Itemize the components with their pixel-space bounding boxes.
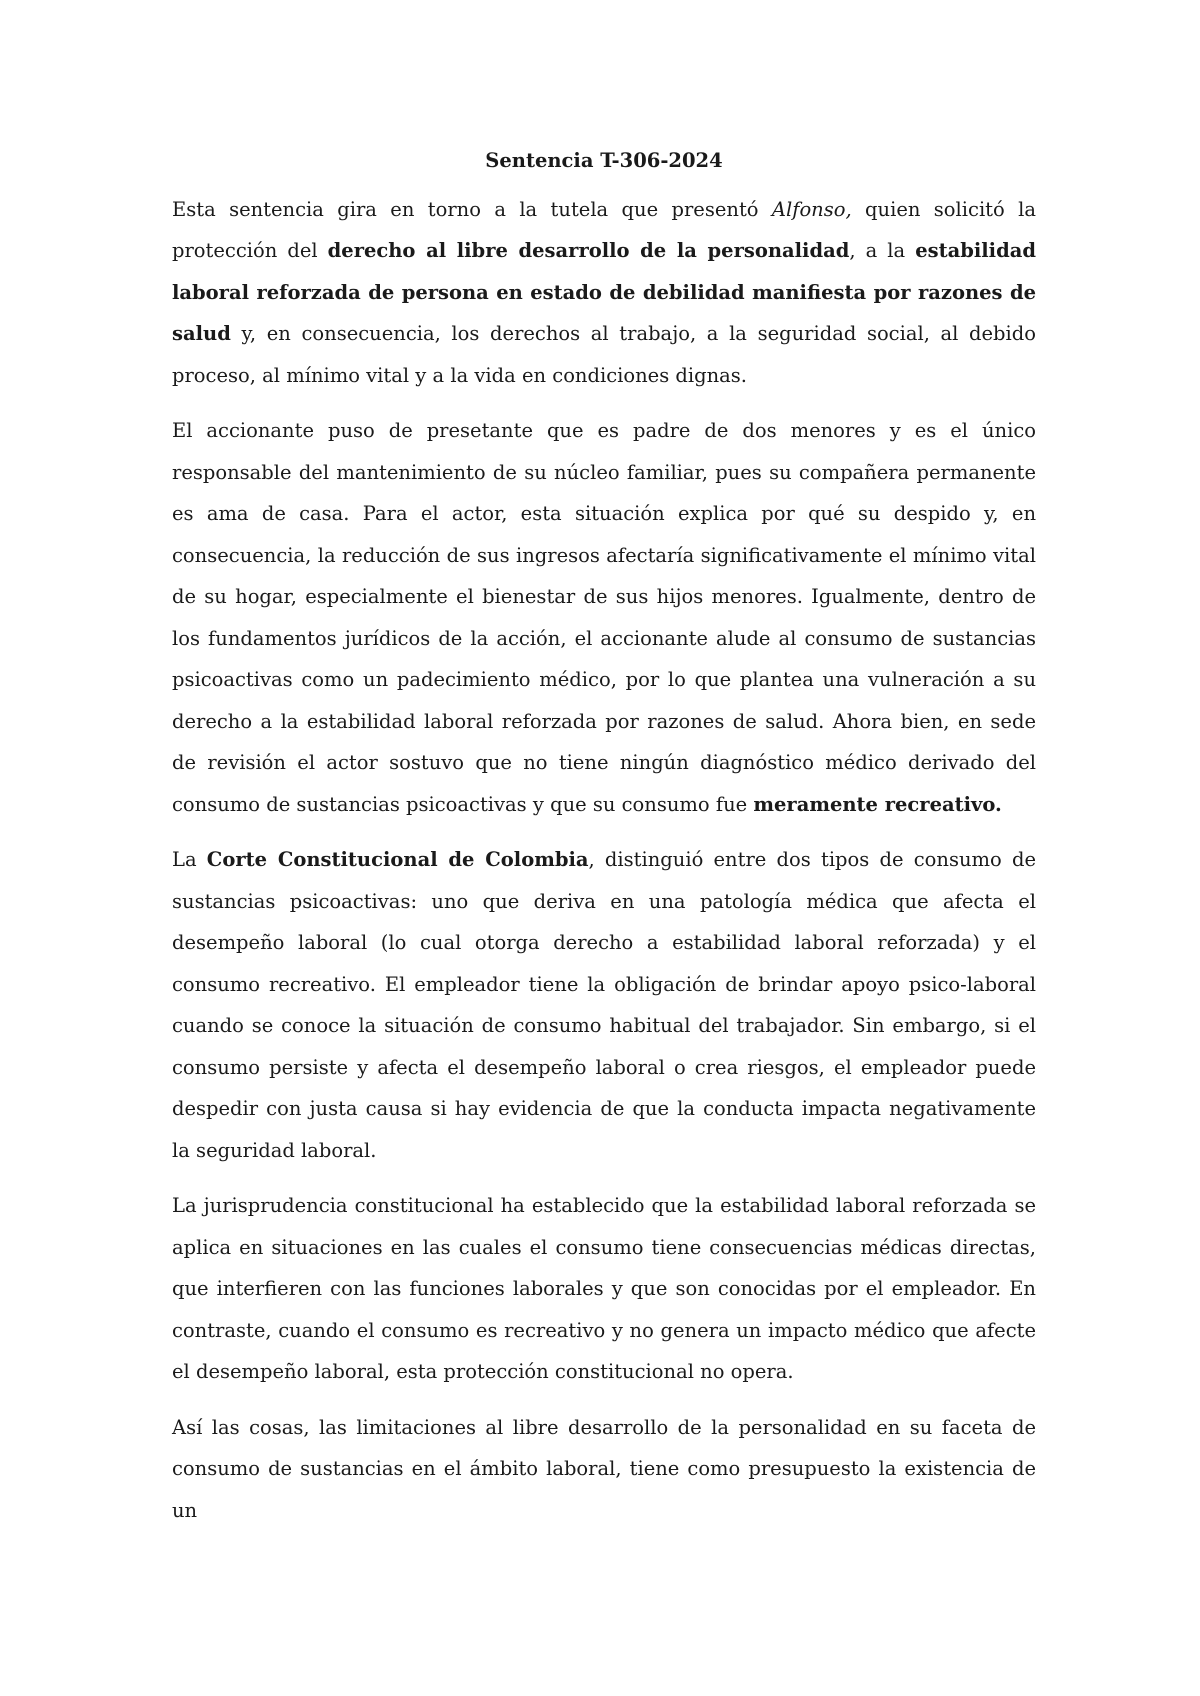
paragraph-2 [172,410,1036,825]
paragraph-1-text-a: Esta sentencia gira en torno a la tutela que presentó [172,197,772,221]
paragraph-1 [172,189,1036,397]
paragraph-1-text-c: quien solicitó la protección del [172,197,1036,262]
paragraph-5: Así las cosas, las limitaciones al libre desarrollo de la personalidad en su faceta de consumo de sustancias en el ámbito laboral, tiene como presupuesto la existencia de un [172,1415,1036,1522]
document-title: Sentencia T-306-2024 [485,149,723,172]
paragraph-1-party-name: Alfonso, [771,197,852,221]
paragraph-4: La jurisprudencia constitucional ha establecido que la estabilidad laboral reforzada se aplica en situaciones en las cuales el consumo tiene consecuencias médicas directas, que interfieren con las funciones laborales y que son conocidas por el empleador. En contraste, cuando el consumo es recreativo y no genera un impacto médico que afecte el desempeño laboral, esta protección constitucional no opera. [172,1194,1036,1383]
paragraph-1-bold-stability: estabilidad laboral reforzada de persona en estado de debilidad manifiesta por razones de salud [172,239,1036,345]
paragraph-1-bold-right: derecho al libre desarrollo de la personalidad [327,239,850,262]
paragraph-3 [172,839,1036,1171]
paragraph-2-bold-recreational: meramente recreativo. [753,792,1002,816]
paragraph-3-text-a: La [172,848,207,871]
document-body [172,140,1036,1545]
paragraph-3-text-c: , distinguió entre dos tipos de consumo de sustancias psicoactivas: uno que deriva en una patología médica que afecta el desempeño laboral (lo cual otorga derecho a estabilidad laboral reforzada) y el consumo recreativo. El empleador tiene la obligación de brindar apoyo psico-laboral cuando se conoce la situación de consumo habitual del trabajador. Sin embargo, si el consumo persiste y afecta el desempeño laboral o crea riesgos, el empleador puede despedir con justa causa si hay evidencia de que la conducta impacta negativamente la seguridad laboral. [172,848,1036,1162]
paragraph-3-bold-court: Corte Constitucional de Colombia [206,848,589,871]
paragraph-2-text-a: El accionante puso de presetante que es padre de dos menores y es el único responsable del mantenimiento de su núcleo familiar, pues su compañera permanente es ama de casa. Para el actor, esta situación explica por qué su despido y, en consecuencia, la reducción de sus ingresos afectaría significativamente el mínimo vital de su hogar, especialmente el bienestar de sus hijos menores. Igualmente, dentro de los fundamentos jurídicos de la acción, el accionante alude al consumo de sustancias psicoactivas como un padecimiento médico, por lo que plantea una vulneración a su derecho a la estabilidad laboral reforzada por razones de salud. Ahora bien, en sede de revisión el actor sostuvo que no tiene ningún diagnóstico médico derivado del consumo de sustancias psicoactivas y que su consumo fue [172,419,1036,816]
paragraph-1-text-g: y, en consecuencia, los derechos al trabajo, a la seguridad social, al debido proceso, al mínimo vital y a la vida en condiciones dignas. [172,322,1036,387]
paragraph-1-text-e: , a la [849,239,916,262]
